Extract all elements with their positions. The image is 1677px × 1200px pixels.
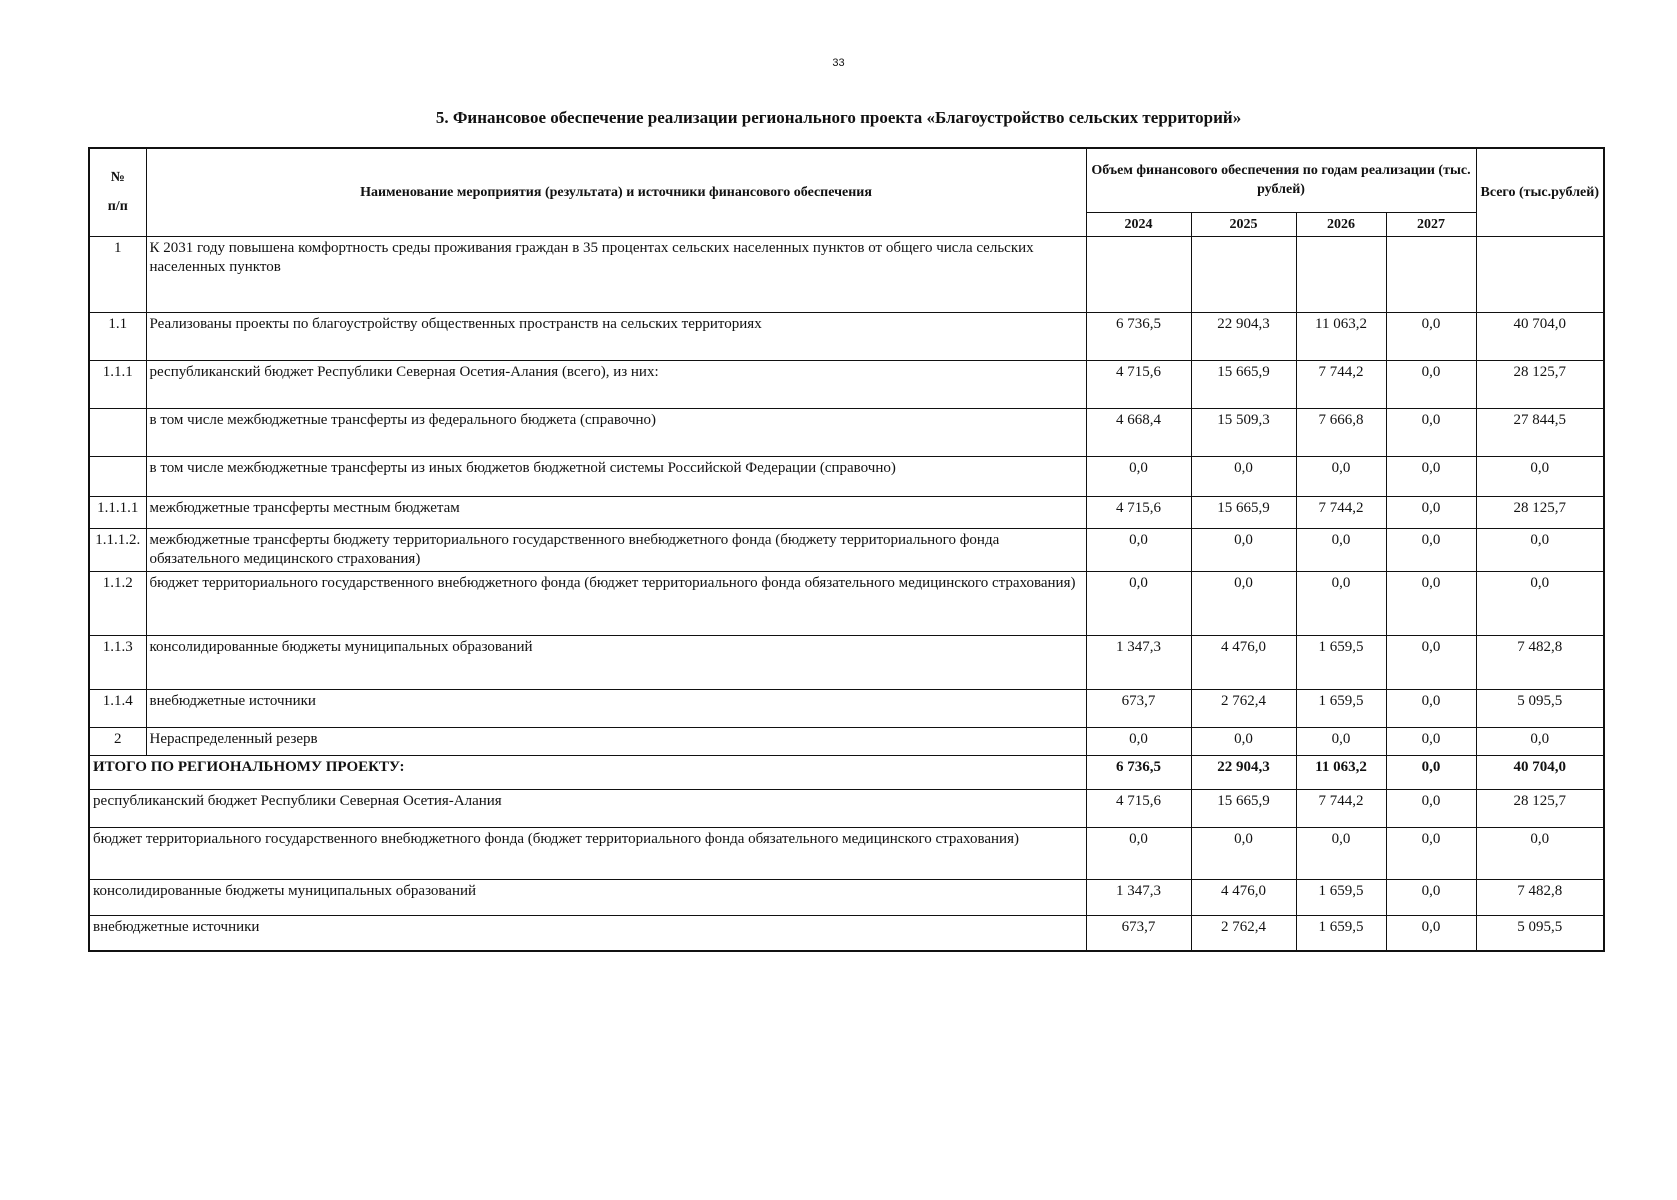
value-2024: 4 715,6 <box>1086 496 1191 528</box>
value-2027: 0,0 <box>1386 571 1476 635</box>
row-number <box>89 456 146 496</box>
header-number <box>89 148 146 236</box>
value-2027: 0,0 <box>1386 789 1476 827</box>
value-2026 <box>1296 236 1386 312</box>
header-number-symbol: № <box>110 170 125 186</box>
value-total <box>1476 236 1604 312</box>
value-2025: 22 904,3 <box>1191 755 1296 789</box>
row-name: межбюджетные трансферты местным бюджетам <box>146 496 1086 528</box>
value-total: 28 125,7 <box>1476 360 1604 408</box>
value-2024: 673,7 <box>1086 915 1191 951</box>
summary-row <box>89 879 1604 915</box>
value-2026: 7 744,2 <box>1296 360 1386 408</box>
value-2026: 11 063,2 <box>1296 755 1386 789</box>
value-2024: 1 347,3 <box>1086 879 1191 915</box>
value-2026: 7 744,2 <box>1296 789 1386 827</box>
summary-row <box>89 827 1604 879</box>
value-total: 7 482,8 <box>1476 879 1604 915</box>
row-name: внебюджетные источники <box>146 689 1086 727</box>
value-2026: 1 659,5 <box>1296 915 1386 951</box>
row-name: Реализованы проекты по благоустройству общественных пространств на сельских территориях <box>146 312 1086 360</box>
value-2025: 0,0 <box>1191 528 1296 571</box>
table-row <box>89 727 1604 755</box>
value-2025: 15 665,9 <box>1191 789 1296 827</box>
value-2026: 1 659,5 <box>1296 879 1386 915</box>
row-name: республиканский бюджет Республики Северная Осетия-Алания (всего), из них: <box>146 360 1086 408</box>
row-name: консолидированные бюджеты муниципальных образований <box>146 635 1086 689</box>
value-total: 0,0 <box>1476 528 1604 571</box>
row-name: межбюджетные трансферты бюджету территориального государственного внебюджетного фонда (бюджету территориального фонда обязательного медицинского страхования) <box>146 528 1086 571</box>
value-2024: 6 736,5 <box>1086 312 1191 360</box>
value-2027: 0,0 <box>1386 755 1476 789</box>
value-2026: 11 063,2 <box>1296 312 1386 360</box>
header-volume: Объем финансового обеспечения по годам реализации (тыс. рублей) <box>1086 148 1476 212</box>
table-row <box>89 236 1604 312</box>
value-2026: 0,0 <box>1296 727 1386 755</box>
row-number: 1 <box>89 236 146 312</box>
summary-row-total <box>89 755 1604 789</box>
value-total: 27 844,5 <box>1476 408 1604 456</box>
row-number <box>89 408 146 456</box>
table-row <box>89 312 1604 360</box>
summary-row <box>89 789 1604 827</box>
value-2027: 0,0 <box>1386 496 1476 528</box>
value-total: 0,0 <box>1476 827 1604 879</box>
row-name: в том числе межбюджетные трансферты из иных бюджетов бюджетной системы Российской Федерации (справочно) <box>146 456 1086 496</box>
summary-name: республиканский бюджет Республики Северная Осетия-Алания <box>89 789 1086 827</box>
row-number: 1.1.3 <box>89 635 146 689</box>
value-2024: 0,0 <box>1086 571 1191 635</box>
summary-name: консолидированные бюджеты муниципальных образований <box>89 879 1086 915</box>
table-row <box>89 456 1604 496</box>
value-2025: 2 762,4 <box>1191 689 1296 727</box>
value-total: 0,0 <box>1476 727 1604 755</box>
value-2024: 0,0 <box>1086 456 1191 496</box>
value-2027: 0,0 <box>1386 827 1476 879</box>
value-2027: 0,0 <box>1386 635 1476 689</box>
value-total: 40 704,0 <box>1476 755 1604 789</box>
table-row <box>89 496 1604 528</box>
row-name: К 2031 году повышена комфортность среды проживания граждан в 35 процентах сельских населенных пунктов от общего числа сельских населенных пунктов <box>146 236 1086 312</box>
value-2027: 0,0 <box>1386 360 1476 408</box>
table-row <box>89 689 1604 727</box>
row-number: 1.1.2 <box>89 571 146 635</box>
table-row <box>89 635 1604 689</box>
value-total: 7 482,8 <box>1476 635 1604 689</box>
value-2025 <box>1191 236 1296 312</box>
row-number: 1.1.1 <box>89 360 146 408</box>
value-2025: 0,0 <box>1191 456 1296 496</box>
header-number-pp: п/п <box>107 199 128 215</box>
value-2027: 0,0 <box>1386 312 1476 360</box>
value-2024: 4 668,4 <box>1086 408 1191 456</box>
value-2025: 22 904,3 <box>1191 312 1296 360</box>
header-total: Всего (тыс.рублей) <box>1476 148 1604 236</box>
value-2024: 4 715,6 <box>1086 360 1191 408</box>
row-number: 1.1.1.1 <box>89 496 146 528</box>
value-total: 28 125,7 <box>1476 789 1604 827</box>
value-2024: 0,0 <box>1086 727 1191 755</box>
value-total: 5 095,5 <box>1476 915 1604 951</box>
summary-row <box>89 915 1604 951</box>
summary-name: бюджет территориального государственного внебюджетного фонда (бюджет территориального фонда обязательного медицинского страхования) <box>89 827 1086 879</box>
table-row <box>89 360 1604 408</box>
value-2026: 7 666,8 <box>1296 408 1386 456</box>
value-2027 <box>1386 236 1476 312</box>
page-number: 33 <box>832 57 845 69</box>
value-2025: 15 665,9 <box>1191 360 1296 408</box>
row-name: в том числе межбюджетные трансферты из федерального бюджета (справочно) <box>146 408 1086 456</box>
value-2027: 0,0 <box>1386 689 1476 727</box>
financing-table <box>88 147 1605 952</box>
value-2027: 0,0 <box>1386 456 1476 496</box>
value-2024: 673,7 <box>1086 689 1191 727</box>
row-number: 1.1.4 <box>89 689 146 727</box>
row-number: 1.1.1.2. <box>89 528 146 571</box>
header-year-2027: 2027 <box>1386 212 1476 236</box>
header-year-2026: 2026 <box>1296 212 1386 236</box>
value-2026: 0,0 <box>1296 827 1386 879</box>
value-2026: 0,0 <box>1296 528 1386 571</box>
table-row <box>89 528 1604 571</box>
value-2025: 0,0 <box>1191 827 1296 879</box>
value-2027: 0,0 <box>1386 408 1476 456</box>
row-name: Нераспределенный резерв <box>146 727 1086 755</box>
value-2024: 0,0 <box>1086 827 1191 879</box>
page-title: 5. Финансовое обеспечение реализации регионального проекта «Благоустройство сельских территорий» <box>435 108 1242 127</box>
value-2025: 15 509,3 <box>1191 408 1296 456</box>
header-name: Наименование мероприятия (результата) и источники финансового обеспечения <box>146 148 1086 236</box>
value-2025: 4 476,0 <box>1191 635 1296 689</box>
value-2024: 0,0 <box>1086 528 1191 571</box>
value-total: 0,0 <box>1476 456 1604 496</box>
summary-name: ИТОГО ПО РЕГИОНАЛЬНОМУ ПРОЕКТУ: <box>89 755 1086 789</box>
value-2024: 1 347,3 <box>1086 635 1191 689</box>
value-2024 <box>1086 236 1191 312</box>
value-2027: 0,0 <box>1386 528 1476 571</box>
value-2024: 4 715,6 <box>1086 789 1191 827</box>
value-total: 5 095,5 <box>1476 689 1604 727</box>
row-name: бюджет территориального государственного внебюджетного фонда (бюджет территориального фонда обязательного медицинского страхования) <box>146 571 1086 635</box>
table-row <box>89 571 1604 635</box>
value-2027: 0,0 <box>1386 915 1476 951</box>
value-2027: 0,0 <box>1386 727 1476 755</box>
row-number: 1.1 <box>89 312 146 360</box>
value-2025: 0,0 <box>1191 571 1296 635</box>
value-2026: 0,0 <box>1296 456 1386 496</box>
value-2025: 0,0 <box>1191 727 1296 755</box>
value-2025: 15 665,9 <box>1191 496 1296 528</box>
value-2024: 6 736,5 <box>1086 755 1191 789</box>
value-2026: 7 744,2 <box>1296 496 1386 528</box>
value-2026: 1 659,5 <box>1296 635 1386 689</box>
value-2025: 4 476,0 <box>1191 879 1296 915</box>
value-total: 28 125,7 <box>1476 496 1604 528</box>
table-row <box>89 408 1604 456</box>
header-year-2024: 2024 <box>1086 212 1191 236</box>
value-2027: 0,0 <box>1386 879 1476 915</box>
value-2026: 1 659,5 <box>1296 689 1386 727</box>
header-year-2025: 2025 <box>1191 212 1296 236</box>
value-2025: 2 762,4 <box>1191 915 1296 951</box>
value-2026: 0,0 <box>1296 571 1386 635</box>
value-total: 40 704,0 <box>1476 312 1604 360</box>
summary-name: внебюджетные источники <box>89 915 1086 951</box>
value-total: 0,0 <box>1476 571 1604 635</box>
row-number: 2 <box>89 727 146 755</box>
